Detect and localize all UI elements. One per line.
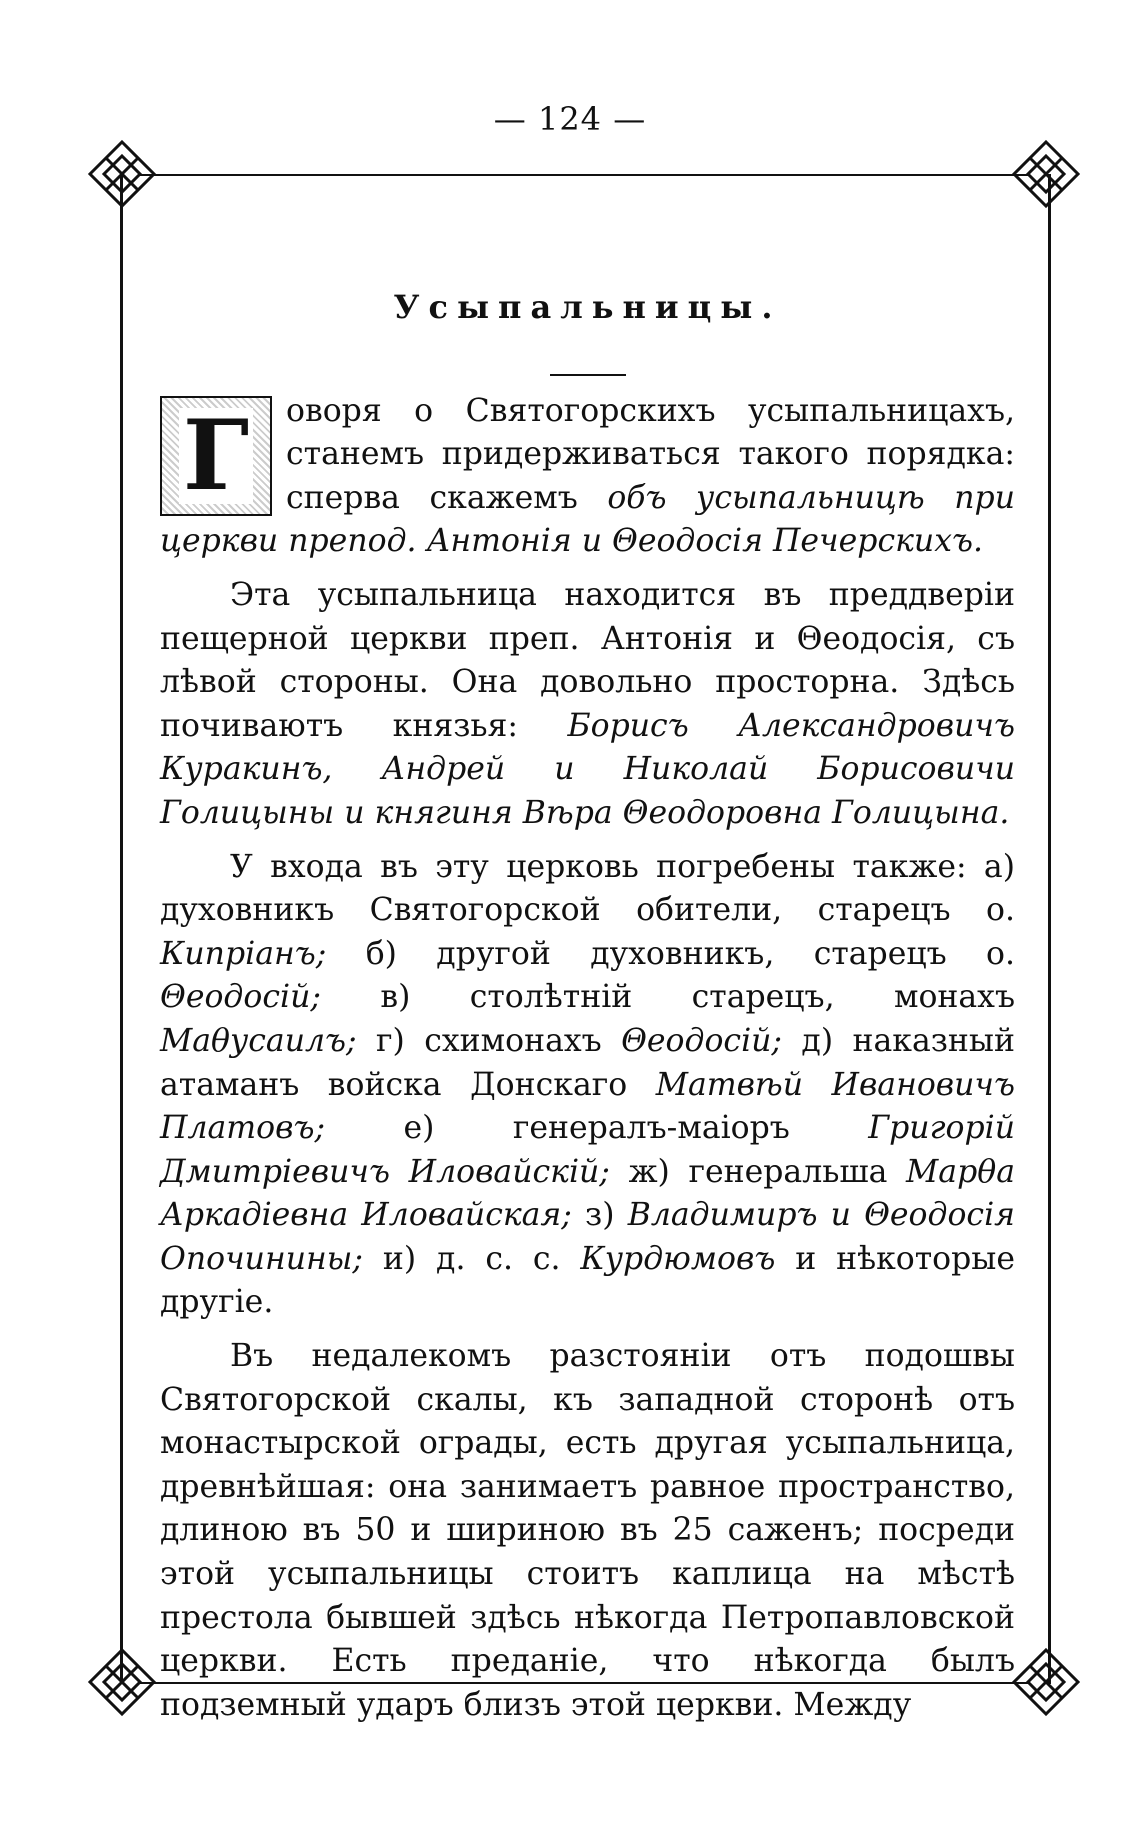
paragraph-3 bbox=[160, 846, 1015, 1326]
text-run: в) столѣтній старецъ, монахъ bbox=[320, 979, 1015, 1016]
text-run: и нѣкоторые другіе. bbox=[160, 1240, 1015, 1321]
knot-ornament-icon bbox=[1010, 138, 1082, 210]
paragraph-1 bbox=[160, 390, 1015, 564]
italic-run: Маθусаилъ; bbox=[160, 1022, 357, 1059]
text-run: е) генералъ-маіоръ bbox=[325, 1110, 869, 1147]
italic-run: объ усыпальницѣ при церкви препод. Антонія и Θеодосія Печерскихъ. bbox=[160, 479, 1015, 560]
text-run: и) д. с. с. bbox=[363, 1240, 581, 1277]
text-run: У входа въ эту церковь погребены также: а) духовникъ Святогорской обители, старецъ о. bbox=[160, 848, 1015, 929]
text-run: г) схимонахъ bbox=[356, 1022, 622, 1059]
text-run: з) bbox=[571, 1197, 628, 1234]
paragraph-2 bbox=[160, 574, 1015, 836]
section-heading: Усыпальницы. bbox=[393, 288, 782, 326]
italic-run: Матвѣй Ивановичъ Платовъ; bbox=[160, 1066, 1015, 1147]
text-run: Въ недалекомъ разстояніи отъ подошвы Святогорской скалы, къ западной сторонѣ отъ монастырской ограды, есть другая усыпальница, древнѣйшая: она занимаетъ равное пространство, длиною въ 50 и шириною въ 25 саженъ; посреди этой усыпальницы стоитъ каплица на мѣстѣ престола бывшей здѣсь нѣкогда Петропавловской церкви. Есть преданіе, что нѣкогда былъ подземный ударъ близъ этой церкви. Между bbox=[160, 1338, 1015, 1723]
page-body bbox=[160, 268, 1015, 1727]
italic-run: Григорій Дмитріевичъ Иловайскій; bbox=[160, 1110, 1015, 1190]
italic-run: Кипріанъ; bbox=[160, 935, 327, 972]
italic-run: Θеодосій; bbox=[160, 979, 321, 1016]
italic-run: Марθа Аркадіевна Иловайская; bbox=[160, 1153, 1015, 1234]
heading-rule bbox=[550, 374, 626, 376]
text-run: б) другой духовникъ, старецъ о. bbox=[326, 935, 1015, 972]
text-run: Эта усыпальница находится въ преддверіи пещерной церкви преп. Антонія и Θеодосія, съ лѣвой стороны. Она довольно просторна. Здѣсь почиваютъ князья: bbox=[160, 576, 1015, 744]
italic-run: Курдюмовъ bbox=[580, 1240, 776, 1277]
paragraph-4 bbox=[160, 1335, 1015, 1727]
italic-run: Θеодосій; bbox=[621, 1022, 783, 1059]
knot-ornament-icon bbox=[86, 1646, 158, 1718]
text-run: д) наказный атаманъ войска Донскаго bbox=[160, 1022, 1015, 1103]
italic-run: Борисъ Александровичъ Куракинъ, Андрей и Николай Борисовичи Голицыны и княгиня Вѣра Θеодоровна Голицына. bbox=[160, 707, 1015, 831]
knot-ornament-icon bbox=[86, 138, 158, 210]
text-run: ж) генеральша bbox=[609, 1153, 907, 1190]
knot-ornament-icon bbox=[1010, 1646, 1082, 1718]
text-run: оворя о Святогорскихъ усыпальницахъ, станемъ придерживаться такого порядка: сперва скажемъ bbox=[286, 392, 1015, 516]
drop-cap-initial: Г bbox=[160, 396, 272, 516]
page-number: — 124 — bbox=[493, 100, 647, 138]
italic-run: Владимиръ и Θеодосія Опочинины; bbox=[160, 1197, 1016, 1277]
